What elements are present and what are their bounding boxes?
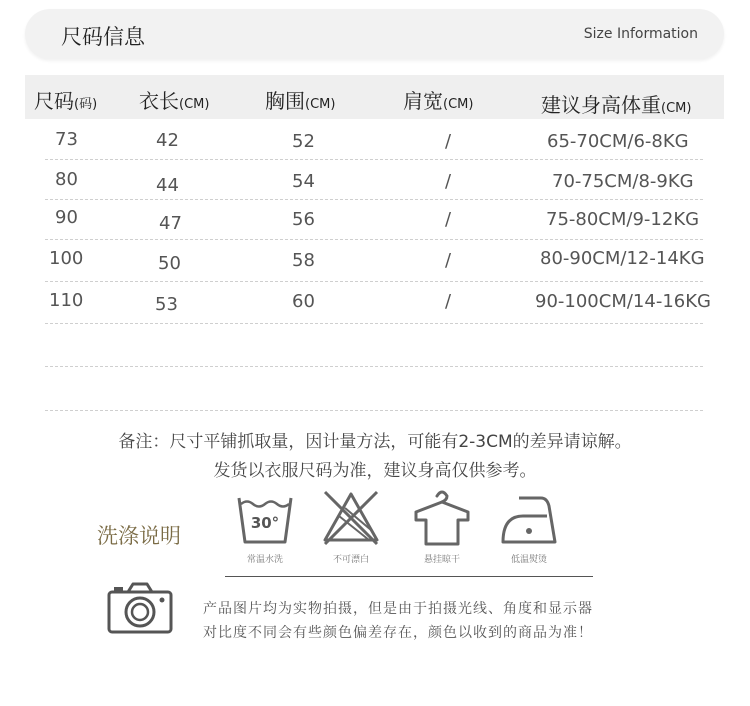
low-iron-icon [497, 486, 561, 550]
cell-length: 53 [155, 294, 178, 315]
cell-size: 90 [55, 207, 78, 228]
cell-height-weight: 90-100CM/14-16KG [535, 291, 711, 312]
column-header-height-weight: 建议身高体重(CM) [541, 93, 692, 117]
cell-length: 44 [156, 175, 179, 196]
column-header-chest: 胸围(CM) [265, 89, 336, 113]
row-divider [45, 366, 703, 367]
row-divider [45, 159, 703, 160]
washing-divider [225, 576, 593, 577]
bleach-label: 不可漂白 [332, 555, 369, 565]
cell-height-weight: 80-90CM/12-14KG [540, 248, 705, 269]
washing-title: 洗涤说明 [97, 524, 181, 548]
cell-size: 100 [49, 248, 84, 269]
cell-height-weight: 75-80CM/9-12KG [546, 209, 700, 230]
hang-dry-icon [410, 486, 474, 550]
cell-chest: 54 [292, 171, 315, 192]
cell-chest: 56 [292, 209, 315, 230]
cell-length: 42 [156, 130, 179, 151]
dry-label: 悬挂晾干 [423, 555, 460, 565]
note-measurement: 备注：尺寸平铺抓取量，因计量方法，可能有2-3CM的差异请谅解。 [118, 432, 632, 452]
wash-label: 常温水洗 [246, 555, 283, 565]
wash-30-icon [233, 486, 297, 550]
disclaimer-line-1: 产品图片均为实物拍摄，但是由于拍摄光线、角度和显示器 [203, 601, 593, 617]
size-table-header [25, 75, 724, 119]
cell-shoulder: / [445, 209, 452, 230]
cell-shoulder: / [445, 131, 452, 152]
wash-temperature: 30° [250, 514, 280, 532]
column-header-length: 衣长(CM) [139, 89, 210, 113]
table-row [0, 167, 750, 207]
cell-chest: 58 [292, 250, 315, 271]
note-shipping: 发货以衣服尺码为准，建议身高仅供参考。 [213, 461, 537, 481]
no-bleach-icon [319, 486, 383, 550]
cell-shoulder: / [445, 171, 452, 192]
row-divider [45, 281, 703, 282]
page-subtitle: Size Information [583, 26, 698, 42]
iron-label: 低温熨烫 [510, 555, 547, 565]
cell-length: 50 [158, 253, 181, 274]
cell-chest: 52 [292, 131, 315, 152]
table-row [0, 207, 750, 247]
cell-height-weight: 70-75CM/8-9KG [552, 171, 694, 192]
row-divider [45, 239, 703, 240]
cell-length: 47 [159, 213, 182, 234]
cell-size: 73 [55, 129, 78, 150]
cell-size: 80 [55, 169, 78, 190]
cell-shoulder: / [445, 291, 452, 312]
table-row [0, 127, 750, 167]
row-divider [45, 323, 703, 324]
disclaimer-line-2: 对比度不同会有些颜色偏差存在，颜色以收到的商品为准！ [203, 625, 593, 641]
row-divider [45, 199, 703, 200]
cell-shoulder: / [445, 250, 452, 271]
page-title: 尺码信息 [61, 25, 145, 49]
column-header-size: 尺码(码) [34, 89, 98, 113]
column-header-shoulder: 肩宽(CM) [403, 89, 474, 113]
cell-chest: 60 [292, 291, 315, 312]
cell-size: 110 [49, 290, 84, 311]
title-banner [25, 9, 724, 59]
cell-height-weight: 65-70CM/6-8KG [547, 131, 689, 152]
row-divider [45, 410, 703, 411]
camera-icon [106, 580, 174, 636]
